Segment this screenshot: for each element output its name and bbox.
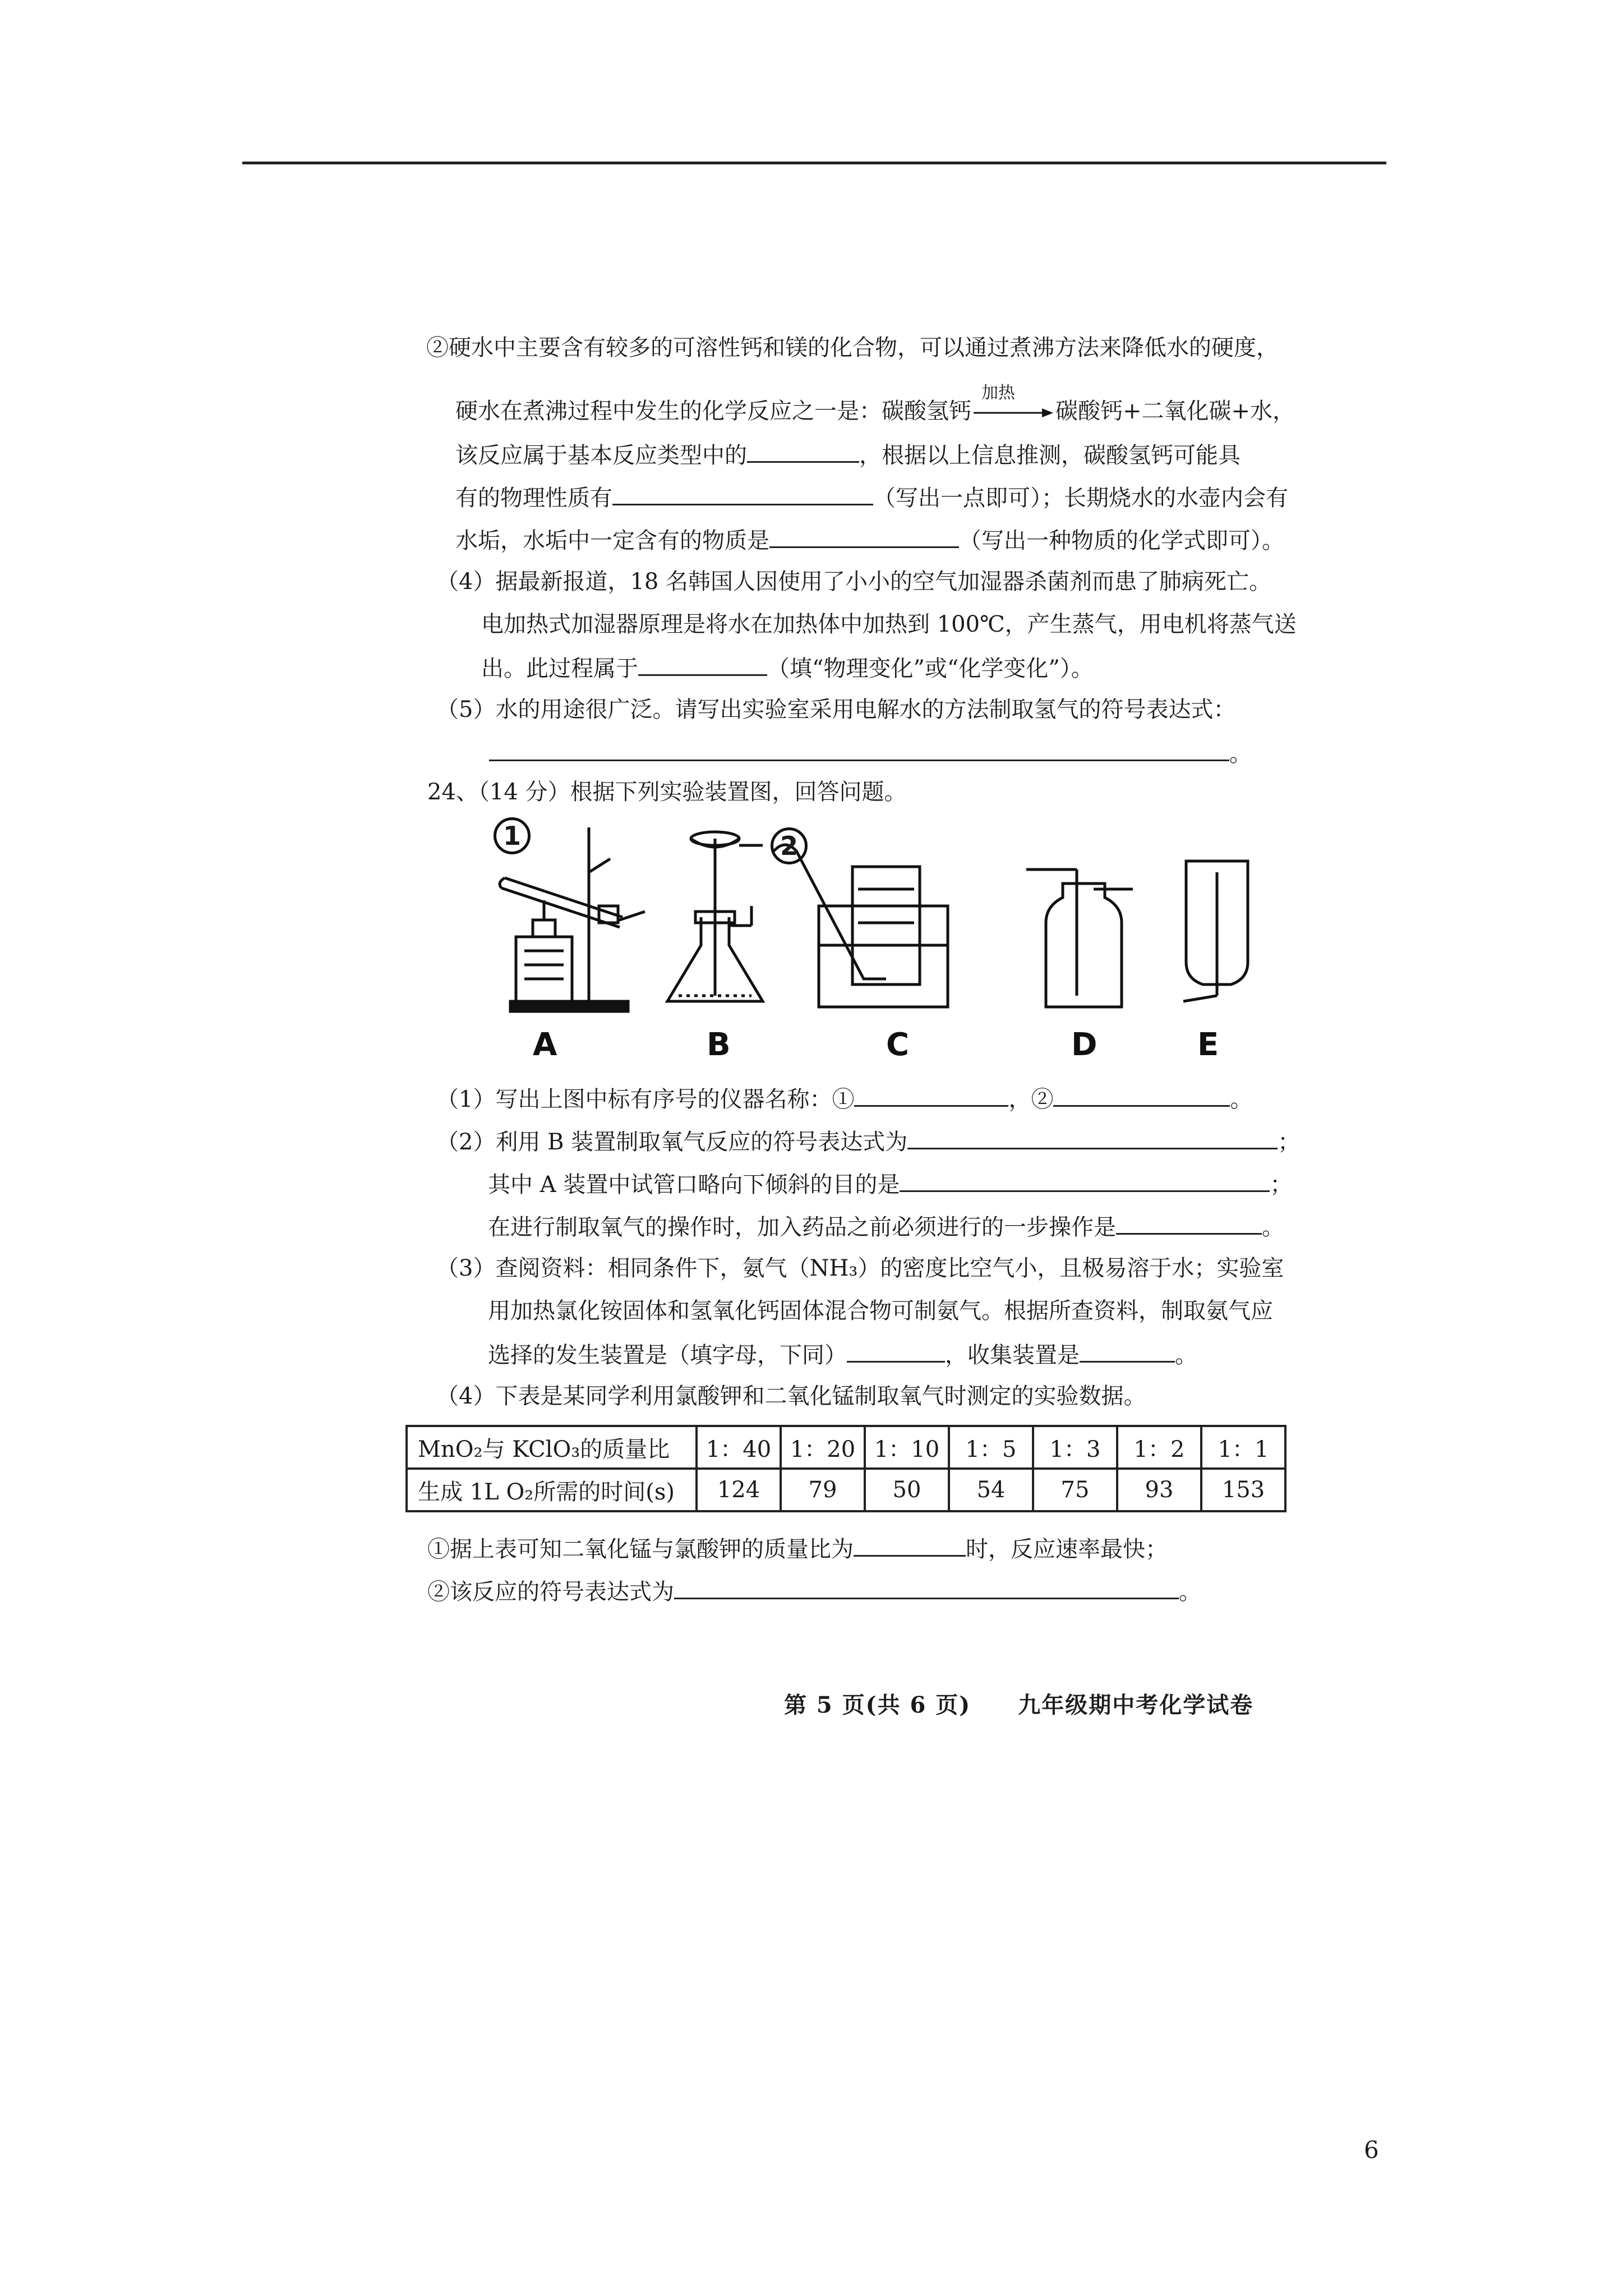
text-line <box>489 737 1252 769</box>
question-heading <box>427 777 907 807</box>
text: ①据上表可知二氧化锰与氯酸钾的质量比为 <box>427 1536 854 1562</box>
text: ； <box>1278 1129 1301 1155</box>
text: （2）利用 B 装置制取氧气反应的符号表达式为 <box>436 1129 908 1155</box>
text-line <box>488 1296 1273 1326</box>
text-line <box>488 1168 1292 1200</box>
text: 有的物理性质有 <box>455 485 612 511</box>
text-line <box>436 567 1271 597</box>
answer-blank[interactable] <box>900 1168 1270 1192</box>
table-cell: 1：40 <box>697 1426 781 1469</box>
text: 碳酸钙+二氧化碳+水， <box>1055 398 1295 424</box>
text-line <box>426 333 1279 363</box>
text: 在进行制取氧气的操作时，加入药品之前必须进行的一步操作是 <box>488 1214 1116 1240</box>
answer-blank[interactable] <box>612 481 873 505</box>
answer-blank[interactable] <box>854 1083 1008 1107</box>
page-footer: 第 5 页(共 6 页) 九年级期中考化学试卷 <box>784 1692 1254 1718</box>
answer-blank[interactable] <box>1053 1083 1230 1107</box>
table-row <box>407 1426 1285 1469</box>
text: （填“物理变化”或“化学变化”）。 <box>767 656 1094 682</box>
answer-blank[interactable] <box>854 1533 966 1557</box>
answer-blank[interactable] <box>747 439 859 463</box>
text-line <box>481 652 1094 684</box>
text: ； <box>1270 1172 1293 1198</box>
text-line <box>436 1083 1252 1115</box>
text: ，收集装置是 <box>945 1342 1080 1368</box>
text: 其中 A 装置中试管口略向下倾斜的目的是 <box>488 1172 900 1198</box>
text: 电加热式加湿器原理是将水在加热体中加热到 100℃，产生蒸气，用电机将蒸气送 <box>481 611 1297 637</box>
text: 用加热氯化铵固体和氢氧化钙固体混合物可制氨气。根据所查资料，制取氨气应 <box>488 1298 1273 1324</box>
answer-blank[interactable] <box>769 524 959 548</box>
reaction-condition: 加热 <box>981 383 1015 403</box>
text-line <box>455 439 1241 471</box>
answer-blank[interactable] <box>1080 1338 1175 1363</box>
text-line <box>436 1381 1146 1411</box>
answer-blank[interactable] <box>907 1125 1278 1149</box>
instrument-label-1: 1 <box>494 817 531 854</box>
table-cell: 79 <box>781 1469 865 1511</box>
answer-blank[interactable] <box>674 1575 1179 1599</box>
apparatus-label-b: B <box>707 1027 731 1063</box>
text: ②该反应的符号表达式为 <box>427 1579 674 1605</box>
table-cell: 124 <box>697 1469 781 1511</box>
text: ②硬水中主要含有较多的可溶性钙和镁的化合物，可以通过煮沸方法来降低水的硬度， <box>426 335 1279 361</box>
text: 水垢，水垢中一定含有的物质是 <box>455 528 769 554</box>
instrument-label-2: 2 <box>771 827 808 864</box>
apparatus-figure <box>494 816 1290 1074</box>
table-cell: 1：3 <box>1033 1426 1117 1469</box>
text: （4）据最新报道，18 名韩国人因使用了小小的空气加湿器杀菌剂而患了肺病死亡。 <box>436 569 1272 595</box>
text: 。 <box>1175 1342 1197 1368</box>
text-line-reaction <box>455 383 1295 426</box>
answer-blank[interactable] <box>847 1338 945 1363</box>
text: （4）下表是某同学利用氯酸钾和二氧化锰制取氧气时测定的实验数据。 <box>436 1383 1146 1409</box>
table-row <box>407 1469 1285 1511</box>
table-cell: 153 <box>1201 1469 1285 1511</box>
table-cell: 54 <box>949 1469 1033 1511</box>
text-line <box>488 1211 1284 1243</box>
table-cell: 1：1 <box>1201 1426 1285 1469</box>
text-line <box>427 1575 1201 1607</box>
text-line <box>455 524 1284 556</box>
text-line <box>455 481 1288 513</box>
apparatus-label-a: A <box>533 1027 557 1063</box>
table-cell: 1：5 <box>949 1426 1033 1469</box>
table-cell: 1：20 <box>781 1426 865 1469</box>
text: 出。此过程属于 <box>481 656 638 682</box>
table-cell: 1：2 <box>1117 1426 1201 1469</box>
apparatus-label-e: E <box>1197 1027 1219 1063</box>
text-line <box>427 1533 1168 1565</box>
table-row-header: 生成 1L O₂所需的时间(s) <box>407 1469 697 1511</box>
page-number: 6 <box>1364 2136 1379 2164</box>
text: 硬水在煮沸过程中发生的化学反应之一是：碳酸氢钙 <box>455 398 971 424</box>
experiment-data-table <box>405 1425 1287 1512</box>
text: （3）查阅资料：相同条件下，氨气（NH₃）的密度比空气小，且极易溶于水；实验室 <box>436 1255 1284 1281</box>
text: （5）水的用途很广泛。请写出实验室采用电解水的方法制取氢气的符号表达式： <box>436 697 1236 723</box>
table-cell: 50 <box>865 1469 949 1511</box>
text-line <box>481 609 1297 639</box>
table-row-header: MnO₂与 KClO₃的质量比 <box>407 1426 697 1469</box>
answer-blank[interactable] <box>1116 1211 1262 1235</box>
text-line <box>436 1253 1284 1283</box>
text: 该反应属于基本反应类型中的 <box>455 443 747 468</box>
text: ，根据以上信息推测，碳酸氢钙可能具 <box>859 443 1241 468</box>
table-cell: 93 <box>1117 1469 1201 1511</box>
table-cell: 75 <box>1033 1469 1117 1511</box>
text: 。 <box>1262 1214 1284 1240</box>
apparatus-label-c: C <box>886 1027 910 1063</box>
answer-blank[interactable] <box>489 737 1229 761</box>
text: （1）写出上图中标有序号的仪器名称：① <box>436 1087 855 1112</box>
text: （写出一点即可）；长期烧水的水壶内会有 <box>873 485 1288 511</box>
text: 时，反应速率最快； <box>966 1536 1168 1562</box>
text-line <box>436 1125 1300 1157</box>
text: ，② <box>1008 1087 1054 1112</box>
text-line <box>488 1338 1197 1370</box>
table-cell: 1：10 <box>865 1426 949 1469</box>
arrow-icon <box>971 407 1055 418</box>
answer-blank[interactable] <box>638 652 767 676</box>
text: 。 <box>1179 1579 1201 1605</box>
text: 。 <box>1230 1087 1253 1112</box>
apparatus-label-d: D <box>1071 1027 1098 1063</box>
text: 24、（14 分）根据下列实验装置图，回答问题。 <box>427 779 907 805</box>
text: （写出一种物质的化学式即可）。 <box>959 528 1284 554</box>
reaction-arrow <box>971 383 1055 424</box>
text-line <box>436 694 1235 725</box>
text: 。 <box>1229 741 1252 767</box>
text: 选择的发生装置是（填字母，下同） <box>488 1342 847 1368</box>
